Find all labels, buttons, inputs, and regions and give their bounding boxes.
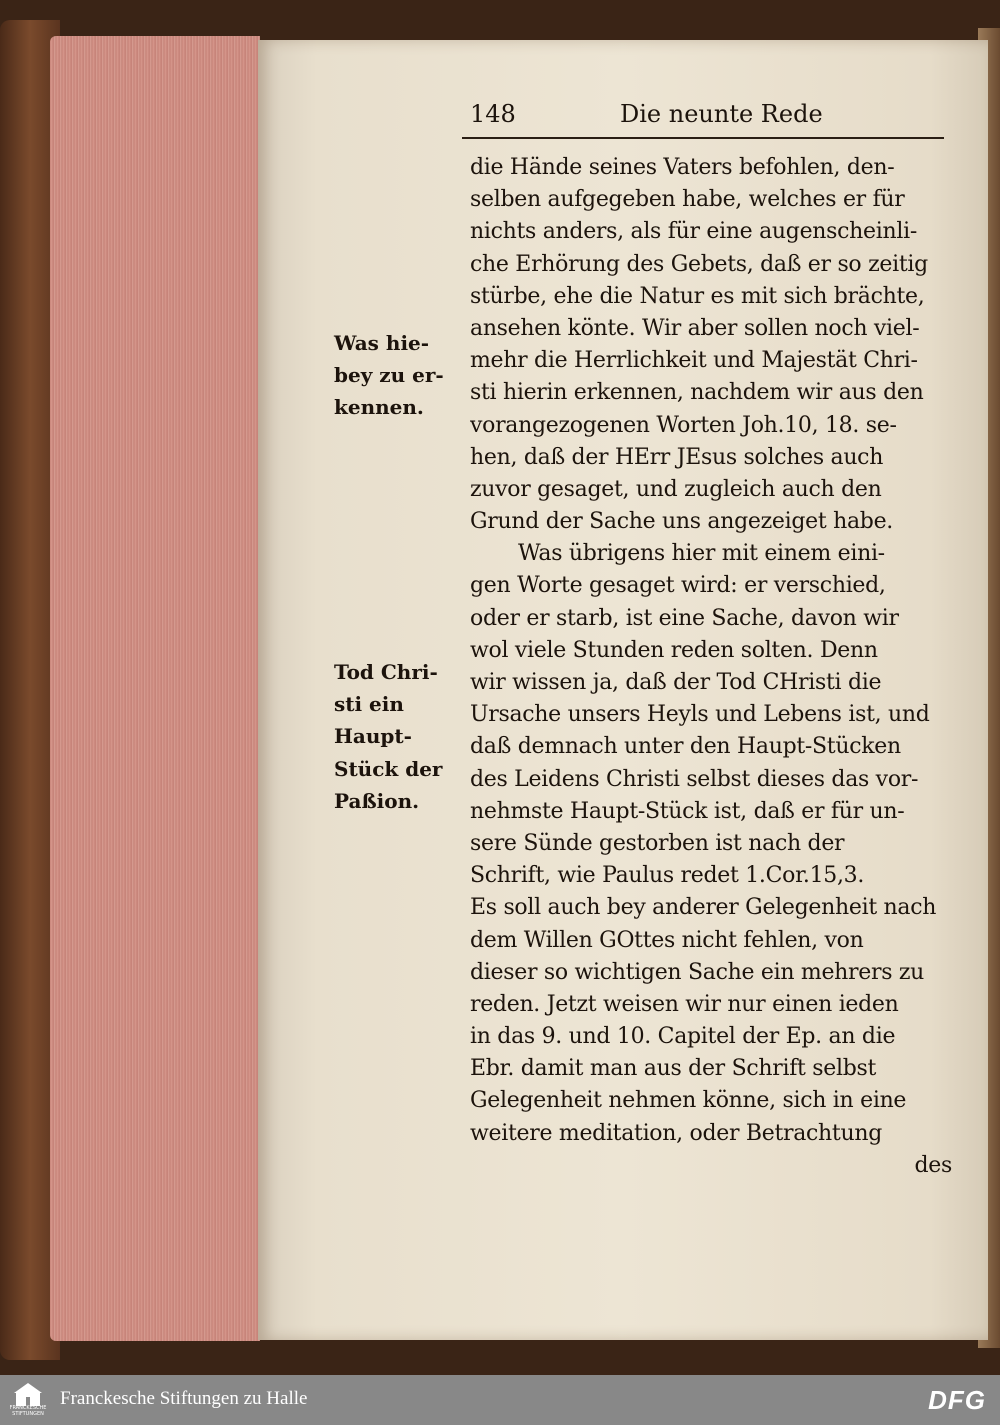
marginal-note-line: Paßion. <box>334 788 420 813</box>
text-line: Grund der Sache uns angezeiget habe. <box>470 509 893 535</box>
text-line: vorangezogenen Worten Joh.10, 18. se- <box>470 412 897 438</box>
marginal-note <box>334 656 464 817</box>
text-line: nichts anders, als für eine augenscheinli- <box>470 219 917 245</box>
text-line: oder er starb, ist eine Sache, davon wir <box>470 605 899 631</box>
marginal-note-line: bey zu er- <box>334 363 444 388</box>
text-line: in das 9. und 10. Capitel der Ep. an die <box>470 1024 896 1050</box>
text-line: wol viele Stunden reden solten. Denn <box>470 637 878 663</box>
text-line: Was übrigens hier mit einem eini- <box>518 541 885 567</box>
marginal-note-line: Stück der <box>334 756 443 781</box>
marginal-note <box>334 327 464 424</box>
institution-name: Franckesche Stiftungen zu Halle <box>60 1388 308 1409</box>
header-rule <box>462 137 944 139</box>
text-line: Ursache unsers Heyls und Lebens ist, und <box>470 702 930 728</box>
text-line: ansehen könte. Wir aber sollen noch viel- <box>470 315 920 341</box>
text-line: sti hierin erkennen, nachdem wir aus den <box>470 380 924 406</box>
building-icon <box>10 1380 46 1408</box>
text-line: weitere meditation, oder Betrachtung <box>470 1120 882 1146</box>
page-edges <box>50 36 260 1341</box>
text-line: wir wissen ja, daß der Tod CHristi die <box>470 670 882 695</box>
marginal-note-line: Tod Chri- <box>334 660 438 684</box>
dfg-logo: DFG <box>928 1385 986 1415</box>
text-line: die Hände seines Vaters befohlen, den- <box>470 155 895 180</box>
running-head <box>470 100 950 136</box>
text-line: Es soll auch bey anderer Gelegenheit nach <box>470 895 937 921</box>
page-number: 148 <box>470 100 516 128</box>
text-line: reden. Jetzt weisen wir nur einen ieden <box>470 991 899 1017</box>
text-line: nehmste Haupt-Stück ist, daß er für un- <box>470 798 905 824</box>
text-line: Ebr. damit man aus der Schrift selbst <box>470 1056 877 1082</box>
text-line: Gelegenheit nehmen könne, sich in eine <box>470 1088 907 1114</box>
text-line: sere Sünde gestorben ist nach der <box>470 830 845 856</box>
text-line: mehr die Herrlichkeit und Majestät Chri- <box>470 348 918 374</box>
text-line: selben aufgegeben habe, welches er für <box>470 187 905 213</box>
text-line: hen, daß der HErr JEsus solches auch <box>470 444 884 470</box>
marginal-note-line: sti ein <box>334 692 404 717</box>
text-line: Schrift, wie Paulus redet 1.Cor.15,3. <box>470 863 865 889</box>
text-line: dem Willen GOttes nicht fehlen, von <box>470 927 864 953</box>
marginal-note-line: kennen. <box>334 395 424 420</box>
text-line: che Erhörung des Gebets, daß er so zeitig <box>470 251 928 277</box>
text-line: gen Worte gesaget wird: er verschied, <box>470 573 886 599</box>
marginal-note-line: Haupt- <box>334 724 412 749</box>
viewer-footer <box>0 1375 1000 1425</box>
text-line: des Leidens Christi selbst dieses das vor- <box>470 766 919 792</box>
catchword: des <box>914 1152 952 1178</box>
text-line: dieser so wichtigen Sache ein mehrers zu <box>470 959 925 985</box>
running-title: Die neunte Rede <box>620 100 823 128</box>
text-line: zuvor gesaget, und zugleich auch den <box>470 476 882 502</box>
text-line: daß demnach unter den Haupt-Stücken <box>470 734 901 760</box>
logo-caption: FRANCKESCHE STIFTUNGEN <box>9 1405 47 1417</box>
text-line: stürbe, ehe die Natur es mit sich brächte, <box>470 283 925 309</box>
body-text <box>470 152 952 1182</box>
marginal-note-line: Was hie- <box>334 331 430 355</box>
